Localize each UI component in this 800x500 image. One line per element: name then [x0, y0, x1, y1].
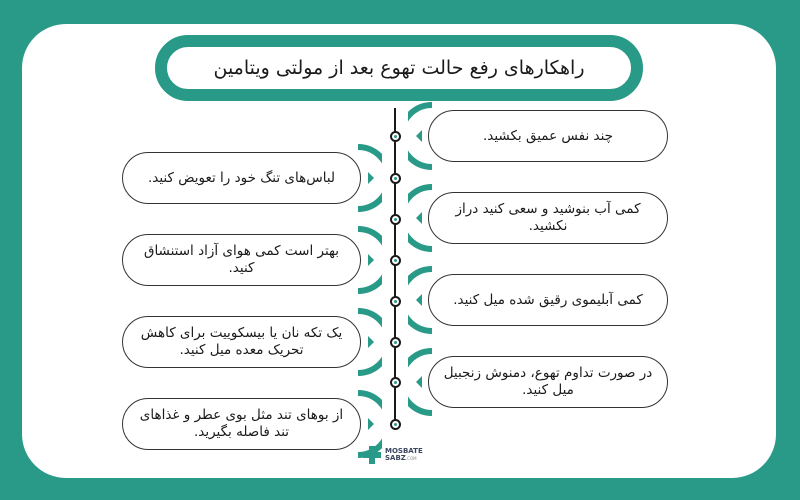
timeline-dot-icon	[390, 296, 401, 307]
tip-text: در صورت تداوم تهوع، دمنوش زنجبیل میل کنید.	[443, 365, 653, 398]
tip-text: کمی آبلیموی رقیق شده میل کنید.	[453, 291, 643, 308]
timeline-dot-icon	[390, 255, 401, 266]
tip-text: از بوهای تند مثل بوی عطر و غذاهای تند فاصله بگیرید.	[139, 407, 344, 440]
brand-logo	[363, 446, 423, 464]
timeline-dot-icon	[390, 131, 401, 142]
title-banner	[155, 35, 643, 101]
tip-text: یک تکه نان یا بیسکوییت برای کاهش تحریک معده میل کنید.	[140, 325, 343, 358]
timeline-dot-icon	[390, 214, 401, 225]
logo-line1: MOSBATE	[385, 447, 423, 455]
timeline-dot-icon	[390, 337, 401, 348]
timeline-dot-icon	[390, 377, 401, 388]
plus-cross-icon	[363, 446, 381, 464]
tip-text: لباس‌های تنگ خود را تعویض کنید.	[147, 169, 336, 186]
timeline-dot-icon	[390, 173, 401, 184]
timeline-dot-icon	[390, 419, 401, 430]
page-title: راهکارهای رفع حالت تهوع بعد از مولتی ویتامین	[213, 57, 585, 79]
tip-text: بهتر است کمی هوای آزاد استنشاق کنید.	[143, 243, 340, 276]
tip-text: کمی آب بنوشید و سعی کنید دراز نکشید.	[455, 201, 641, 234]
logo-line2: SABZ	[385, 454, 406, 462]
tip-text: چند نفس عمیق بکشید.	[482, 127, 614, 144]
logo-suffix: .COM	[405, 456, 417, 461]
